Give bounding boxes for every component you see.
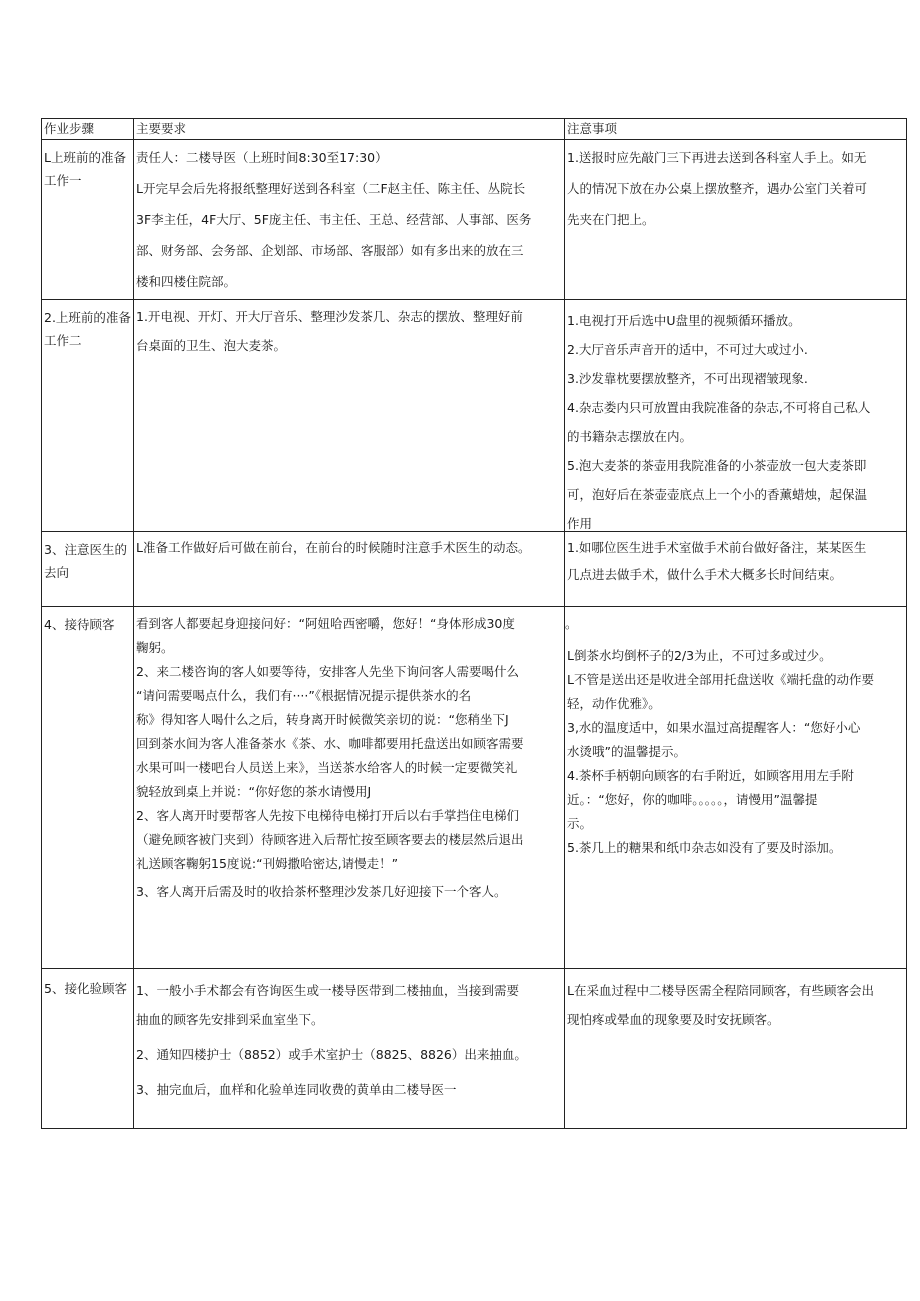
note-line: 现怕疼或晕血的现象要及时安抚顾客。 [567, 1012, 780, 1027]
notes-cell [565, 607, 907, 969]
note-line: 1.电视打开后选中U盘里的视频循环播放。 [567, 313, 801, 328]
requirement-line: 2、来二楼咨询的客人如要等待，安排客人先坐下询问客人需要喝什么 [136, 664, 519, 679]
requirements-cell [134, 969, 565, 1129]
requirements-cell [134, 532, 565, 607]
note-line: 3.沙发靠枕要摆放整齐，不可出现褶皱现象. [567, 371, 808, 386]
note-line: 近。：“您好，你的咖啡。。。。。，请慢用”温馨提 [567, 792, 818, 807]
requirement-line: 礼送顾客鞠躬15度说:“刊姆撒哈密达,请慢走！” [136, 856, 399, 871]
step-cell [42, 140, 134, 300]
requirement-line: L准备工作做好后可做在前台，在前台的时候随时注意手术医生的动态。 [136, 540, 531, 555]
note-line [567, 636, 904, 644]
table-row [42, 300, 907, 532]
step-cell [42, 607, 134, 969]
note-line: 1.如哪位医生进手术室做手术前台做好备注，某某医生 [567, 540, 867, 555]
requirement-line: 2、通知四楼护士（8852）或手术室护士（8825、8826）出来抽血。 [136, 1047, 527, 1062]
note-line: L倒茶水均倒杯子的2/3为止，不可过多或过少。 [567, 648, 832, 663]
note-line: 可，泡好后在茶壶壶底点上一个小的香薰蜡烛，起保温 [567, 487, 868, 502]
note-line: 4.茶杯手柄朝向顾客的右手附近，如顾客用用左手附 [567, 768, 854, 783]
note-line: 人的情况下放在办公桌上摆放整齐，遇办公室门关着可 [567, 181, 868, 196]
requirement-line: 称》得知客人喝什么之后，转身离开时候微笑亲切的说：“您稍坐下J [136, 712, 509, 727]
note-line: 示。 [567, 816, 593, 831]
note-line: L在采血过程中二楼导医需全程陪同顾客，有些顾客会出 [567, 983, 874, 998]
notes-cell [565, 532, 907, 607]
requirement-line: 3F李主任，4F大厅、5F庞主任、韦主任、王总、经营部、人事部、医务 [136, 212, 532, 227]
requirement-line: 抽血的顾客先安排到采血室坐下。 [136, 1012, 324, 1027]
requirement-line: 3、抽完血后，血样和化验单连同收费的黄单由二楼导医一 [136, 1082, 457, 1097]
table-row [42, 969, 907, 1129]
step-cell [42, 969, 134, 1129]
requirement-line: 责任人：二楼导医（上班时间8:30至17:30） [136, 150, 388, 165]
requirement-line: 水果可叫一楼吧台人员送上来》，当送茶水给客人的时候一定要微笑礼 [136, 760, 518, 775]
note-line: L不管是送出还是收进全部用托盘送收《端托盘的动作要 [567, 672, 874, 687]
step-label: 3、注意医生的去向 [44, 542, 127, 580]
table-header-row [42, 119, 907, 140]
requirement-line: 部、财务部、会务部、企划部、市场部、客服部）如有多出来的放在三 [136, 243, 524, 258]
requirement-line: 楼和四楼住院部。 [136, 274, 237, 289]
procedure-table [41, 118, 907, 1129]
step-cell [42, 300, 134, 532]
table-row [42, 607, 907, 969]
note-line: 1.送报时应先敲门三下再进去送到各科室人手上。如无 [567, 150, 867, 165]
note-line: 5.茶几上的糖果和纸巾杂志如没有了要及时添加。 [567, 840, 842, 855]
step-cell [42, 532, 134, 607]
step-label: 5、接化验顾客 [44, 981, 127, 996]
requirement-line: 台桌面的卫生、泡大麦茶。 [136, 338, 287, 353]
requirements-cell [134, 607, 565, 969]
note-line: 水烫哦”的温馨提示。 [567, 744, 686, 759]
requirement-line: 2、客人离开时要帮客人先按下电梯待电梯打开后以右手掌挡住电梯们 [136, 808, 519, 823]
requirement-line: 鞠躬。 [136, 640, 174, 655]
note-line: 3,水的温度适中，如果水温过高提醒客人：“您好小心 [567, 720, 861, 735]
note-line: 作用 [567, 516, 593, 531]
note-line: 2.大厅音乐声音开的适中，不可过大或过小. [567, 342, 808, 357]
requirements-cell [134, 300, 565, 532]
note-line: 5.泡大麦茶的茶壶用我院准备的小茶壶放一包大麦茶即 [567, 458, 867, 473]
note-line: 的书籍杂志摆放在内。 [567, 429, 693, 444]
step-label: L上班前的准备工作一 [44, 150, 126, 188]
table-row [42, 140, 907, 300]
requirement-line: 1、一般小手术都会有咨询医生或一楼导医带到二楼抽血，当接到需要 [136, 983, 519, 998]
requirement-line: 看到客人都要起身迎接问好：“阿妞哈西密嚼，您好！“身体形成30度 [136, 616, 515, 631]
header-notes: 注意事项 [565, 119, 907, 140]
requirement-line: 回到茶水间为客人准备茶水《茶、水、咖啡都要用托盘送出如顾客需要 [136, 736, 524, 751]
requirement-line: （避免顾客被门夹到）待顾客进入后帮忙按至顾客要去的楼层然后退出 [136, 832, 524, 847]
notes-cell [565, 300, 907, 532]
step-label: 4、接待顾客 [44, 617, 115, 632]
note-line: 。 [565, 616, 578, 631]
step-label: 2.上班前的准备工作二 [44, 310, 131, 348]
notes-cell [565, 969, 907, 1129]
notes-cell [565, 140, 907, 300]
requirements-cell [134, 140, 565, 300]
requirement-line: 1.开电视、开灯、开大厅音乐、整理沙发茶几、杂志的摆放、整理好前 [136, 309, 523, 324]
requirement-line: “请问需要喝点什么，我们有····”《根据情况提示提供茶水的名 [136, 688, 472, 703]
note-line: 轻，动作优雅》。 [567, 696, 661, 711]
requirement-line: 貌轻放到桌上并说：“你好您的茶水请慢用J [136, 784, 372, 799]
header-requirements: 主要要求 [134, 119, 565, 140]
table-row [42, 532, 907, 607]
note-line: 几点进去做手术，做什么手术大概多长时间结束。 [567, 567, 843, 582]
note-line: 先夹在门把上。 [567, 212, 655, 227]
requirement-line: L开完早会后先将报纸整理好送到各科室（二F赵主任、陈主任、丛院长 [136, 181, 526, 196]
header-step: 作业步骤 [42, 119, 134, 140]
note-line: 4.杂志娄内只可放置由我院准备的杂志,不可将自己私人 [567, 400, 871, 415]
requirement-line: 3、客人离开后需及时的收拾茶杯整理沙发茶几好迎接下一个客人。 [136, 884, 507, 899]
